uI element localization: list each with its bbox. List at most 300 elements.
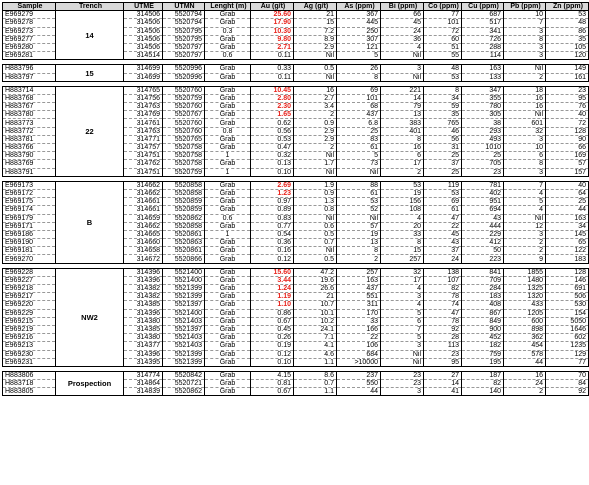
cell-utmn: 5520862 bbox=[163, 214, 205, 222]
cell-pb: 6 bbox=[504, 152, 546, 160]
cell-ag: 0.8 bbox=[294, 206, 337, 214]
cell-pb: 454 bbox=[504, 342, 546, 350]
cell-cu: 288 bbox=[462, 43, 504, 51]
cell-sample: E969278 bbox=[3, 19, 56, 27]
cell-co: 27 bbox=[424, 371, 462, 379]
cell-sample: E969172 bbox=[3, 189, 56, 197]
cell-as: 166 bbox=[337, 325, 381, 333]
cell-as: 311 bbox=[337, 301, 381, 309]
cell-au: 10.30 bbox=[251, 27, 294, 35]
cell-bi: 17 bbox=[381, 276, 424, 284]
cell-au: 0.11 bbox=[251, 73, 294, 81]
cell-co: 45 bbox=[424, 230, 462, 238]
header-utme: UTME bbox=[124, 3, 163, 11]
cell-ag: 0.6 bbox=[294, 222, 337, 230]
cell-bi: 4 bbox=[381, 285, 424, 293]
cell-zn: 145 bbox=[546, 230, 589, 238]
cell-ag: 0.7 bbox=[294, 239, 337, 247]
cell-sample: E969213 bbox=[3, 342, 56, 350]
cell-sample: E969227 bbox=[3, 276, 56, 284]
cell-co: 35 bbox=[424, 111, 462, 119]
cell-co: 107 bbox=[424, 276, 462, 284]
cell-utme: 314396 bbox=[124, 350, 163, 358]
cell-sample: E969231 bbox=[3, 358, 56, 366]
cell-au: 0.77 bbox=[251, 222, 294, 230]
cell-bi: 23 bbox=[381, 380, 424, 388]
cell-ag: 4.1 bbox=[294, 342, 337, 350]
table-body bbox=[3, 11, 589, 396]
cell-zn: 602 bbox=[546, 334, 589, 342]
cell-sample: H883790 bbox=[3, 152, 56, 160]
cell-pb: 2 bbox=[504, 388, 546, 396]
cell-sample: E969281 bbox=[3, 52, 56, 60]
cell-co: 51 bbox=[424, 43, 462, 51]
cell-as: 52 bbox=[337, 206, 381, 214]
cell-au: 0.86 bbox=[251, 309, 294, 317]
cell-utmn: 5520794 bbox=[163, 19, 205, 27]
trench-label: 22 bbox=[56, 86, 124, 176]
cell-utmn: 5520760 bbox=[163, 86, 205, 94]
cell-au: 0.89 bbox=[251, 206, 294, 214]
cell-bi: 8 bbox=[381, 135, 424, 143]
cell-length: Grab bbox=[205, 181, 251, 189]
cell-cu: 726 bbox=[462, 35, 504, 43]
cell-length: 0.6 bbox=[205, 52, 251, 60]
cell-sample: E969229 bbox=[3, 309, 56, 317]
cell-bi: Nil bbox=[381, 350, 424, 358]
cell-pb: 578 bbox=[504, 350, 546, 358]
cell-as: 367 bbox=[337, 11, 381, 19]
cell-au: 15.60 bbox=[251, 268, 294, 276]
cell-zn: 157 bbox=[546, 168, 589, 176]
cell-pb: 24 bbox=[504, 380, 546, 388]
cell-pb: 7 bbox=[504, 19, 546, 27]
cell-length: Grab bbox=[205, 189, 251, 197]
cell-utmn: 5520765 bbox=[163, 135, 205, 143]
cell-zn: 105 bbox=[546, 43, 589, 51]
cell-sample: E969220 bbox=[3, 301, 56, 309]
header-bi: Bi (ppm) bbox=[381, 3, 424, 11]
cell-utmn: 5520858 bbox=[163, 189, 205, 197]
cell-co: 25 bbox=[424, 168, 462, 176]
cell-au: 3.44 bbox=[251, 276, 294, 284]
cell-as: 550 bbox=[337, 380, 381, 388]
cell-ag: 2.9 bbox=[294, 135, 337, 143]
cell-length: Grab bbox=[205, 285, 251, 293]
cell-au: 0.45 bbox=[251, 325, 294, 333]
cell-pb: Nil bbox=[504, 214, 546, 222]
cell-sample: E969217 bbox=[3, 293, 56, 301]
cell-cu: 133 bbox=[462, 73, 504, 81]
cell-co: 69 bbox=[424, 198, 462, 206]
cell-cu: 229 bbox=[462, 230, 504, 238]
cell-co: 101 bbox=[424, 19, 462, 27]
header-pb: Pb (ppm) bbox=[504, 3, 546, 11]
cell-pb: 2 bbox=[504, 239, 546, 247]
cell-length: Grab bbox=[205, 371, 251, 379]
cell-ag: 10.7 bbox=[294, 301, 337, 309]
cell-zn: 530 bbox=[546, 301, 589, 309]
cell-au: 0.10 bbox=[251, 358, 294, 366]
cell-ag: 1.3 bbox=[294, 198, 337, 206]
cell-bi: 3 bbox=[381, 388, 424, 396]
cell-sample: E969216 bbox=[3, 334, 56, 342]
cell-as: 445 bbox=[337, 19, 381, 27]
cell-sample: H883773 bbox=[3, 119, 56, 127]
cell-length: Grab bbox=[205, 317, 251, 325]
cell-cu: 355 bbox=[462, 94, 504, 102]
cell-pb: 44 bbox=[504, 358, 546, 366]
cell-utmn: 5520797 bbox=[163, 43, 205, 51]
cell-pb: 1320 bbox=[504, 293, 546, 301]
cell-cu: 114 bbox=[462, 52, 504, 60]
cell-co: 28 bbox=[424, 334, 462, 342]
cell-sample: E969190 bbox=[3, 239, 56, 247]
cell-zn: 44 bbox=[546, 206, 589, 214]
cell-cu: 867 bbox=[462, 309, 504, 317]
cell-length: Grab bbox=[205, 380, 251, 388]
cell-cu: 25 bbox=[462, 152, 504, 160]
cell-pb: 8 bbox=[504, 35, 546, 43]
cell-utme: 314396 bbox=[124, 276, 163, 284]
cell-sample: E969219 bbox=[3, 325, 56, 333]
cell-ag: Nil bbox=[294, 247, 337, 255]
cell-zn: 149 bbox=[546, 65, 589, 73]
cell-cu: 759 bbox=[462, 350, 504, 358]
cell-utmn: 5520758 bbox=[163, 160, 205, 168]
cell-cu: 347 bbox=[462, 86, 504, 94]
header-cu: Cu (ppm) bbox=[462, 3, 504, 11]
cell-co: 53 bbox=[424, 189, 462, 197]
cell-cu: 1010 bbox=[462, 144, 504, 152]
cell-sample: H883806 bbox=[3, 371, 56, 379]
cell-length: Grab bbox=[205, 358, 251, 366]
cell-length: Grab bbox=[205, 247, 251, 255]
cell-cu: 709 bbox=[462, 276, 504, 284]
cell-ag: 2.9 bbox=[294, 43, 337, 51]
cell-zn: 70 bbox=[546, 371, 589, 379]
cell-cu: 187 bbox=[462, 371, 504, 379]
cell-length: Grab bbox=[205, 268, 251, 276]
cell-utme: 314506 bbox=[124, 35, 163, 43]
cell-length: Grab bbox=[205, 350, 251, 358]
cell-au: 0.10 bbox=[251, 168, 294, 176]
cell-pb: 16 bbox=[504, 94, 546, 102]
cell-co: 47 bbox=[424, 309, 462, 317]
cell-as: 73 bbox=[337, 160, 381, 168]
cell-cu: 305 bbox=[462, 111, 504, 119]
cell-pb: 9 bbox=[504, 255, 546, 263]
cell-sample: E969270 bbox=[3, 255, 56, 263]
cell-as: 257 bbox=[337, 268, 381, 276]
cell-length: Grab bbox=[205, 276, 251, 284]
trench-label: 14 bbox=[56, 11, 124, 60]
cell-pb: 3 bbox=[504, 43, 546, 51]
cell-zn: 65 bbox=[546, 239, 589, 247]
cell-utme: 314699 bbox=[124, 73, 163, 81]
cell-length: Grab bbox=[205, 43, 251, 51]
cell-cu: 781 bbox=[462, 181, 504, 189]
cell-sample: E969173 bbox=[3, 181, 56, 189]
assay-results-table-container bbox=[2, 2, 586, 396]
cell-pb: 3 bbox=[504, 52, 546, 60]
trench-label: 15 bbox=[56, 65, 124, 81]
cell-utme: 314382 bbox=[124, 285, 163, 293]
cell-co: 765 bbox=[424, 119, 462, 127]
cell-utmn: 5520797 bbox=[163, 52, 205, 60]
cell-length: Grab bbox=[205, 111, 251, 119]
cell-zn: 77 bbox=[546, 358, 589, 366]
cell-co: 22 bbox=[424, 222, 462, 230]
cell-utmn: 5520760 bbox=[163, 119, 205, 127]
cell-length: Grab bbox=[205, 222, 251, 230]
cell-au: 0.26 bbox=[251, 334, 294, 342]
cell-co: 113 bbox=[424, 342, 462, 350]
cell-length: Grab bbox=[205, 198, 251, 206]
cell-cu: 183 bbox=[462, 293, 504, 301]
cell-as: 8 bbox=[337, 73, 381, 81]
cell-au: 0.97 bbox=[251, 198, 294, 206]
cell-utme: 314385 bbox=[124, 301, 163, 309]
cell-as: 83 bbox=[337, 135, 381, 143]
cell-ag: 10.1 bbox=[294, 309, 337, 317]
cell-as: 437 bbox=[337, 285, 381, 293]
cell-bi: 221 bbox=[381, 86, 424, 94]
cell-co: 53 bbox=[424, 73, 462, 81]
cell-sample: H883768 bbox=[3, 94, 56, 102]
cell-ag: 0.5 bbox=[294, 230, 337, 238]
cell-ag: 7.1 bbox=[294, 334, 337, 342]
cell-as: 250 bbox=[337, 27, 381, 35]
cell-sample: H883714 bbox=[3, 86, 56, 94]
cell-cu: 23 bbox=[462, 168, 504, 176]
cell-co: 56 bbox=[424, 135, 462, 143]
cell-sample: H883766 bbox=[3, 144, 56, 152]
cell-zn: 84 bbox=[546, 380, 589, 388]
cell-bi: 6 bbox=[381, 317, 424, 325]
cell-sample: E969230 bbox=[3, 350, 56, 358]
header-row bbox=[3, 3, 589, 11]
cell-utme: 314506 bbox=[124, 27, 163, 35]
cell-utmn: 5520795 bbox=[163, 35, 205, 43]
cell-zn: 23 bbox=[546, 86, 589, 94]
cell-utme: 314506 bbox=[124, 43, 163, 51]
cell-bi: 5 bbox=[381, 309, 424, 317]
cell-sample: E969174 bbox=[3, 206, 56, 214]
cell-ag: Nil bbox=[294, 152, 337, 160]
cell-co: 95 bbox=[424, 358, 462, 366]
cell-pb: 5 bbox=[504, 198, 546, 206]
cell-co: 78 bbox=[424, 293, 462, 301]
cell-utmn: 5521399 bbox=[163, 293, 205, 301]
cell-utme: 314751 bbox=[124, 168, 163, 176]
cell-co: 60 bbox=[424, 35, 462, 43]
cell-bi: 383 bbox=[381, 119, 424, 127]
header-as: As (ppm) bbox=[337, 3, 381, 11]
cell-utmn: 5520861 bbox=[163, 247, 205, 255]
cell-utmn: 5520859 bbox=[163, 206, 205, 214]
cell-au: 0.62 bbox=[251, 119, 294, 127]
cell-as: 106 bbox=[337, 342, 381, 350]
cell-utme: 314662 bbox=[124, 222, 163, 230]
cell-co: 138 bbox=[424, 268, 462, 276]
cell-ag: 2 bbox=[294, 111, 337, 119]
cell-cu: 493 bbox=[462, 135, 504, 143]
cell-bi: 19 bbox=[381, 189, 424, 197]
cell-sample: H883791 bbox=[3, 168, 56, 176]
cell-utmn: 5520859 bbox=[163, 198, 205, 206]
cell-au: 0.67 bbox=[251, 317, 294, 325]
cell-zn: 154 bbox=[546, 309, 589, 317]
cell-length: Grab bbox=[205, 35, 251, 43]
cell-zn: 72 bbox=[546, 119, 589, 127]
cell-sample: E969279 bbox=[3, 11, 56, 19]
cell-bi: 4 bbox=[381, 301, 424, 309]
cell-as: 101 bbox=[337, 94, 381, 102]
cell-utme: 314662 bbox=[124, 189, 163, 197]
cell-utme: 314396 bbox=[124, 268, 163, 276]
cell-cu: 293 bbox=[462, 127, 504, 135]
cell-length: Grab bbox=[205, 144, 251, 152]
cell-utmn: 5520842 bbox=[163, 371, 205, 379]
cell-pb: 16 bbox=[504, 103, 546, 111]
header-trench: Trench bbox=[56, 3, 124, 11]
cell-cu: 38 bbox=[462, 119, 504, 127]
cell-co: 48 bbox=[424, 65, 462, 73]
cell-au: 0.47 bbox=[251, 144, 294, 152]
cell-ag: 0.5 bbox=[294, 255, 337, 263]
cell-ag: Nil bbox=[294, 168, 337, 176]
cell-sample: E969175 bbox=[3, 198, 56, 206]
cell-cu: 223 bbox=[462, 255, 504, 263]
cell-ag: 2 bbox=[294, 144, 337, 152]
header-ag: Ag (g/t) bbox=[294, 3, 337, 11]
cell-utme: 314762 bbox=[124, 160, 163, 168]
cell-zn: 95 bbox=[546, 94, 589, 102]
cell-utmn: 5520760 bbox=[163, 127, 205, 135]
cell-cu: 82 bbox=[462, 380, 504, 388]
cell-zn: 76 bbox=[546, 103, 589, 111]
cell-utme: 314699 bbox=[124, 65, 163, 73]
cell-co: 55 bbox=[424, 52, 462, 60]
cell-zn: 34 bbox=[546, 222, 589, 230]
cell-au: 0.12 bbox=[251, 255, 294, 263]
table-row bbox=[3, 181, 589, 189]
cell-cu: 780 bbox=[462, 103, 504, 111]
cell-pb: 8 bbox=[504, 160, 546, 168]
cell-zn: 66 bbox=[546, 144, 589, 152]
cell-au: 1.19 bbox=[251, 293, 294, 301]
cell-au: 1.10 bbox=[251, 301, 294, 309]
cell-pb: 3 bbox=[504, 168, 546, 176]
cell-as: 13 bbox=[337, 239, 381, 247]
cell-bi: 4 bbox=[381, 214, 424, 222]
cell-co: 119 bbox=[424, 181, 462, 189]
cell-co: 14 bbox=[424, 380, 462, 388]
cell-utme: 314839 bbox=[124, 388, 163, 396]
cell-utmn: 5520861 bbox=[163, 230, 205, 238]
cell-length: 1 bbox=[205, 230, 251, 238]
cell-bi: 53 bbox=[381, 181, 424, 189]
cell-cu: 408 bbox=[462, 301, 504, 309]
cell-zn: 1235 bbox=[546, 342, 589, 350]
cell-length: Grab bbox=[205, 388, 251, 396]
cell-utme: 314763 bbox=[124, 103, 163, 111]
cell-bi: 66 bbox=[381, 11, 424, 19]
cell-au: 0.81 bbox=[251, 380, 294, 388]
header-utmn: UTMN bbox=[163, 3, 205, 11]
cell-pb: 362 bbox=[504, 334, 546, 342]
cell-zn: 92 bbox=[546, 388, 589, 396]
cell-co: 25 bbox=[424, 152, 462, 160]
header-co: Co (ppm) bbox=[424, 3, 462, 11]
cell-cu: 182 bbox=[462, 342, 504, 350]
cell-sample: H883767 bbox=[3, 103, 56, 111]
cell-sample: H883781 bbox=[3, 135, 56, 143]
cell-pb: 601 bbox=[504, 119, 546, 127]
cell-utmn: 5520767 bbox=[163, 111, 205, 119]
cell-as: 61 bbox=[337, 189, 381, 197]
assay-results-table bbox=[2, 2, 589, 396]
cell-ag: 8.6 bbox=[294, 371, 337, 379]
cell-pb: 3 bbox=[504, 230, 546, 238]
cell-pb: 898 bbox=[504, 325, 546, 333]
cell-bi: 3 bbox=[381, 342, 424, 350]
cell-co: 59 bbox=[424, 103, 462, 111]
header-au: Au (g/t) bbox=[251, 3, 294, 11]
cell-zn: 25 bbox=[546, 198, 589, 206]
cell-co: 43 bbox=[424, 239, 462, 247]
cell-au: 0.67 bbox=[251, 388, 294, 396]
cell-utme: 314761 bbox=[124, 119, 163, 127]
cell-pb: 32 bbox=[504, 127, 546, 135]
table-row bbox=[3, 65, 589, 73]
cell-ag: 4.6 bbox=[294, 350, 337, 358]
cell-as: 57 bbox=[337, 222, 381, 230]
cell-utmn: 5521400 bbox=[163, 309, 205, 317]
cell-ag: 0.7 bbox=[294, 380, 337, 388]
cell-as: 551 bbox=[337, 293, 381, 301]
cell-as: 437 bbox=[337, 111, 381, 119]
cell-utmn: 5520996 bbox=[163, 73, 205, 81]
cell-length: Grab bbox=[205, 309, 251, 317]
cell-ag: 10.2 bbox=[294, 317, 337, 325]
cell-utmn: 5521400 bbox=[163, 276, 205, 284]
cell-as: 5 bbox=[337, 152, 381, 160]
cell-utmn: 5520795 bbox=[163, 27, 205, 35]
cell-ag: Nil bbox=[294, 52, 337, 60]
cell-sample: H883796 bbox=[3, 65, 56, 73]
cell-bi: 156 bbox=[381, 198, 424, 206]
cell-as: 684 bbox=[337, 350, 381, 358]
cell-bi: 79 bbox=[381, 103, 424, 111]
cell-pb: 4 bbox=[504, 189, 546, 197]
cell-ag: 47.2 bbox=[294, 268, 337, 276]
cell-utme: 314380 bbox=[124, 334, 163, 342]
table-row bbox=[3, 11, 589, 19]
cell-as: 2 bbox=[337, 255, 381, 263]
cell-length: Grab bbox=[205, 73, 251, 81]
cell-au: 10.45 bbox=[251, 86, 294, 94]
cell-co: 37 bbox=[424, 247, 462, 255]
cell-co: 8 bbox=[424, 86, 462, 94]
cell-cu: 402 bbox=[462, 189, 504, 197]
cell-as: 61 bbox=[337, 144, 381, 152]
cell-cu: 195 bbox=[462, 358, 504, 366]
cell-ag: 1.7 bbox=[294, 160, 337, 168]
cell-utme: 314751 bbox=[124, 152, 163, 160]
cell-cu: 412 bbox=[462, 239, 504, 247]
